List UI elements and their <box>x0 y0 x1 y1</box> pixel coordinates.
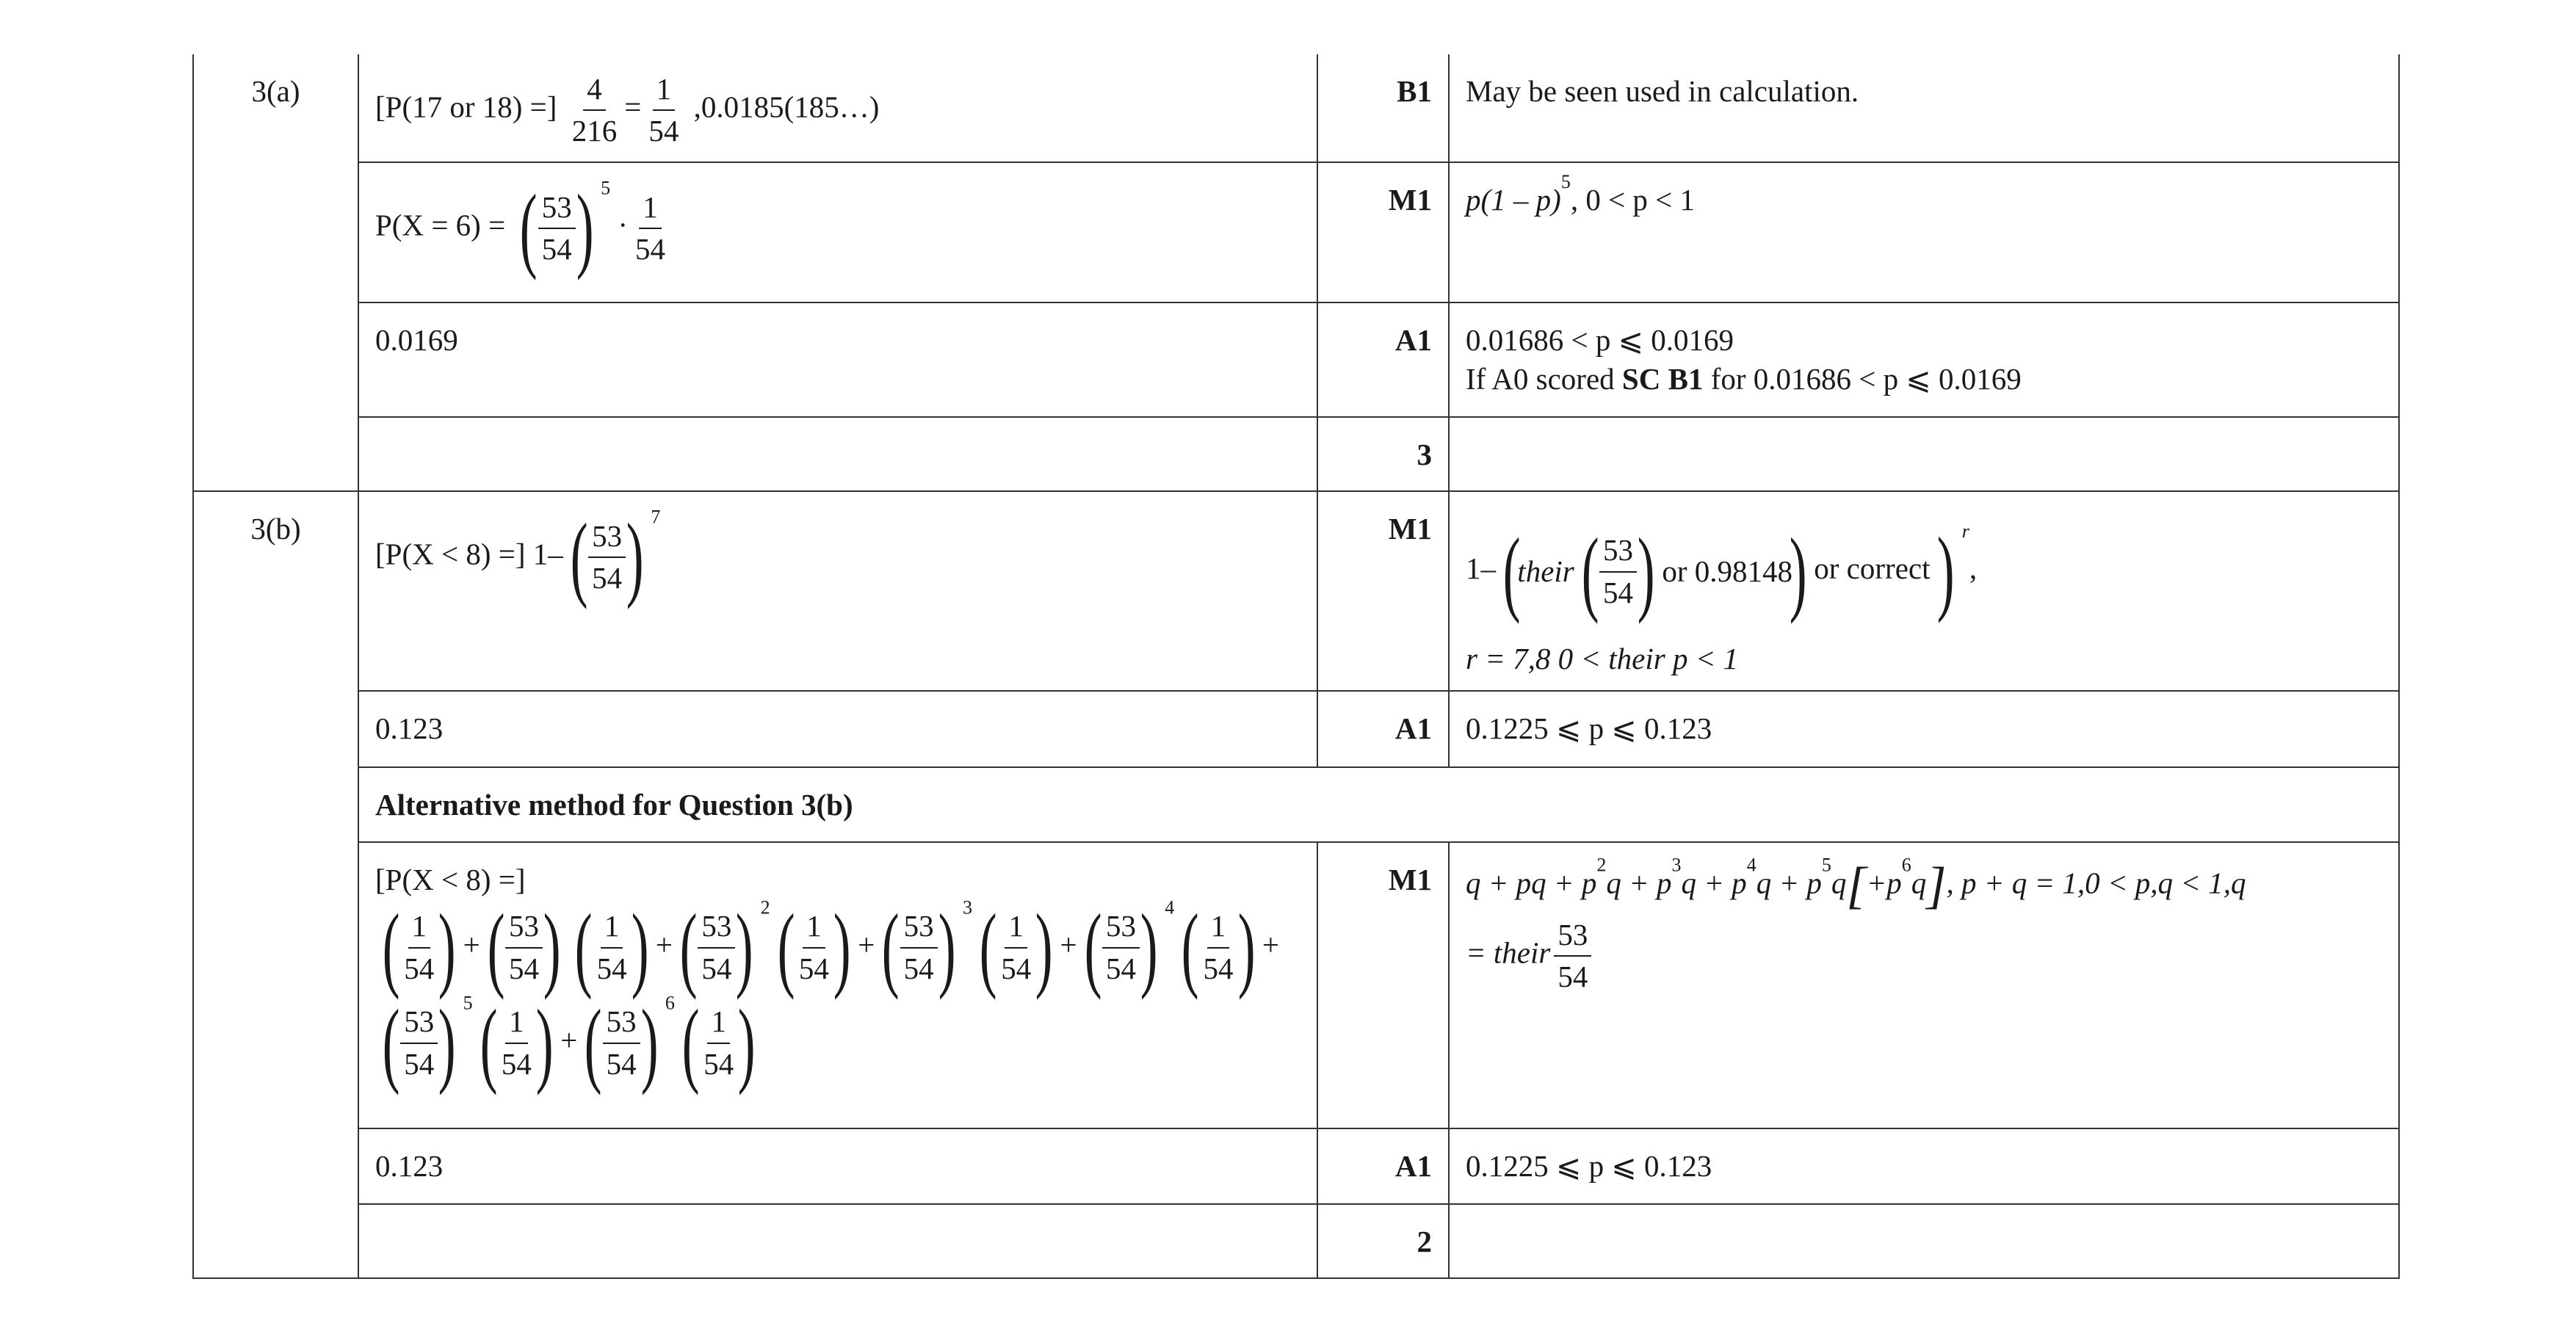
mark-cell: M1 <box>1317 162 1449 302</box>
answer-cell: 0.0169 <box>358 302 1317 417</box>
question-number: 3(b) <box>193 491 358 1278</box>
guidance-cell <box>1449 1204 2399 1278</box>
guidance-cell: 1– ( their ( 53 54 ) or 0.98148 ) or correct) $^r$, r = 7,8 0 < their p < 1 <box>1449 491 2399 691</box>
table-row <box>193 54 2399 162</box>
guidance-cell: p(1 – p)$^5$, 0 < p < 1 <box>1449 162 2399 302</box>
answer-cell <box>358 1204 1317 1278</box>
answer-cell: [P(17 or 18) =] $\frac{4}{216}$ = $\frac{1}{54}$ ,0.0185(185…) <box>358 54 1317 162</box>
answer-cell: P(X = 6) = ( 53 54 ) $^5$ · $\frac{1}{54}$ <box>358 162 1317 302</box>
answer-cell: [P(X < 8) =] 1– ( 53 54 ) $^7$ <box>358 491 1317 691</box>
guidance-cell: 0.1225 ⩽ p ⩽ 0.123 <box>1449 1128 2399 1204</box>
fraction: $\frac{4}{216}$ <box>571 72 618 148</box>
total-mark: 2 <box>1317 1204 1449 1278</box>
answer-cell: 0.123 <box>358 1128 1317 1204</box>
mark-cell: B1 <box>1317 54 1449 162</box>
table-row <box>193 302 2399 417</box>
mark-cell: M1 <box>1317 842 1449 1128</box>
answer-cell: 0.123 <box>358 691 1317 767</box>
guidance-cell: 0.1225 ⩽ p ⩽ 0.123 <box>1449 691 2399 767</box>
table-row <box>193 1204 2399 1278</box>
alternative-method-heading: Alternative method for Question 3(b) <box>358 767 2399 842</box>
answer-suffix: ,0.0185(185…) <box>693 90 880 124</box>
guidance-cell: q + pq + $p^2q + p^3q + p^4q + p^5q[+p^6q]$, p + q = 1,0 < p,q < 1,q = their $\frac{53}{54}$ <box>1449 842 2399 1128</box>
mark-cell: A1 <box>1317 691 1449 767</box>
guidance-cell <box>1449 417 2399 491</box>
mark-cell: M1 <box>1317 491 1449 691</box>
question-number: 3(a) <box>193 54 358 491</box>
guidance-cell: May be seen used in calculation. <box>1449 54 2399 162</box>
total-mark: 3 <box>1317 417 1449 491</box>
table-row <box>193 842 2399 1128</box>
answer-prefix: [P(17 or 18) =] <box>375 90 557 124</box>
parenthesised-fraction: ( 53 54 ) <box>570 504 644 610</box>
guidance-cell: 0.01686 < p ⩽ 0.0169 If A0 scored SC B1 for 0.01686 < p ⩽ 0.0169 <box>1449 302 2399 417</box>
mark-cell: A1 <box>1317 302 1449 417</box>
table-row <box>193 1128 2399 1204</box>
table-row <box>193 491 2399 691</box>
fraction: $\frac{1}{54}$ <box>634 189 665 266</box>
table-row <box>193 417 2399 491</box>
fraction: $\frac{1}{54}$ <box>648 72 679 148</box>
table-row <box>193 767 2399 842</box>
mark-scheme-table <box>192 54 2400 1279</box>
answer-cell: [P(X < 8) =] ( 1 54 ) + ( 53 54 ) ( 1 54 ) + ( 53 54 ) $^2$ ( 1 54 ) + ( 53 54 ) $^3$ ( 1 54 ) + ( 53 54 ) $^4$ ( 1 54 ) + ( 53 54 ) $^5$ ( 1 54 ) + ( 53 54 ) $^6$ ( 1 54 ) <box>358 842 1317 1128</box>
parenthesised-fraction: ( 53 54 ) <box>520 175 594 281</box>
mark-cell: A1 <box>1317 1128 1449 1204</box>
table-row <box>193 162 2399 302</box>
answer-cell <box>358 417 1317 491</box>
table-row <box>193 691 2399 767</box>
